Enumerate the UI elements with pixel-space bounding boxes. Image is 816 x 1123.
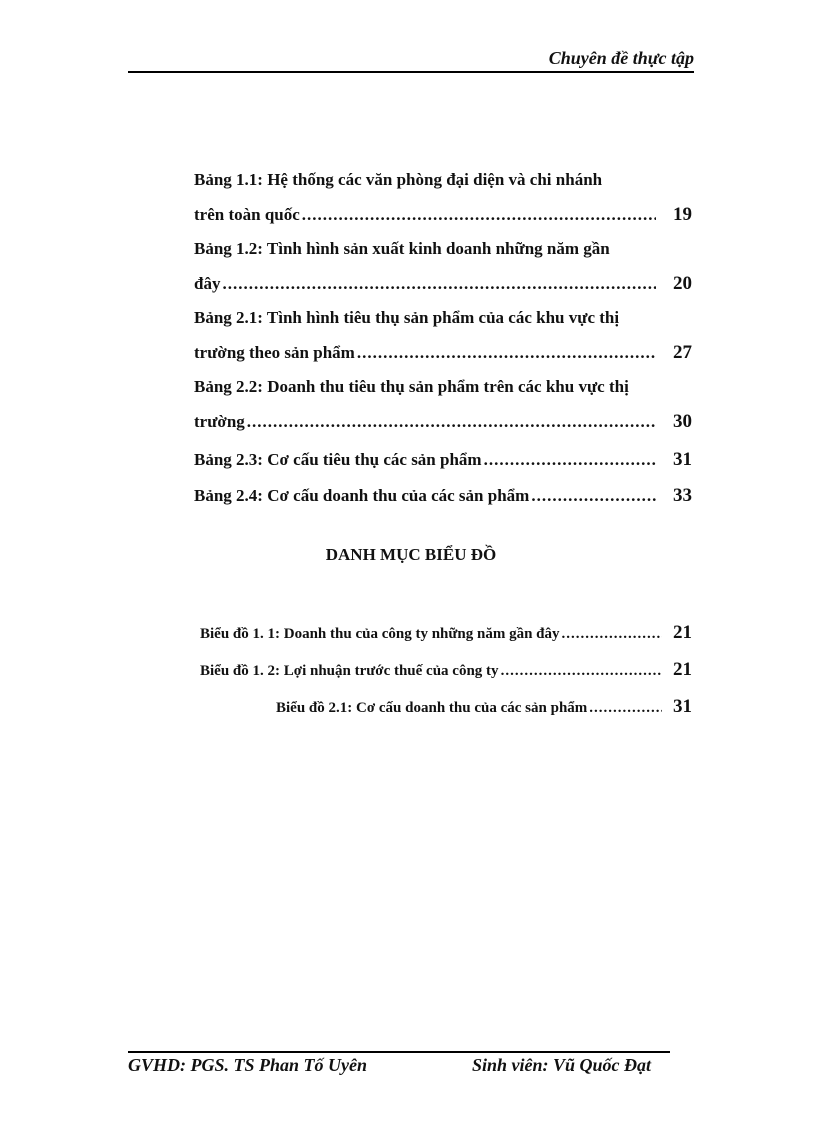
chart-entry — [200, 659, 692, 681]
toc-entry — [194, 273, 692, 295]
charts-list — [200, 622, 692, 732]
toc-entry-line1: Bảng 2.2: Doanh thu tiêu thụ sản phẩm trên các khu vực thị — [194, 377, 629, 396]
dot-leader — [560, 626, 662, 643]
toc-entry-page: 19 — [673, 204, 692, 225]
toc-entry-line1: Bảng 1.2: Tình hình sản xuất kinh doanh những năm gần — [194, 239, 610, 258]
toc-entry-page: 31 — [673, 449, 692, 470]
chart-entry-text: Biểu đồ 2.1: Cơ cấu doanh thu của các sản phẩm — [276, 700, 588, 716]
dot-leader — [587, 700, 662, 717]
chart-entry-text: Biểu đồ 1. 2: Lợi nhuận trước thuế của công ty — [200, 663, 499, 679]
dot-leader — [482, 450, 656, 470]
dot-leader — [245, 412, 656, 432]
charts-heading: DANH MỤC BIỂU ĐỒ — [325, 545, 497, 564]
footer-instructor: GVHD: PGS. TS Phan Tố Uyên — [128, 1055, 368, 1075]
dot-leader — [220, 274, 656, 294]
toc-entry-line1: Bảng 1.1: Hệ thống các văn phòng đại diện và chi nhánh — [194, 170, 603, 189]
toc-entry-text: đây — [194, 274, 221, 293]
header-rule — [128, 71, 694, 73]
chart-entry — [200, 622, 692, 644]
toc-entry — [194, 411, 692, 433]
dot-leader — [355, 343, 656, 363]
toc-entry-text: Bảng 2.3: Cơ cấu tiêu thụ các sản phẩm — [194, 450, 482, 469]
toc-entry — [194, 342, 692, 364]
toc-entry-page: 27 — [673, 342, 692, 363]
toc-entry-text: trên toàn quốc — [194, 205, 300, 224]
chart-entry-page: 21 — [673, 659, 692, 680]
toc-entry-page: 33 — [673, 485, 692, 506]
footer-student: Sinh viên: Vũ Quốc Đạt — [472, 1055, 652, 1075]
toc-entry — [194, 449, 692, 471]
toc-entry-page: 20 — [673, 273, 692, 294]
dot-leader — [499, 663, 662, 680]
toc-entry — [194, 204, 692, 226]
footer-rule — [128, 1051, 670, 1053]
header-title: Chuyên đề thực tập — [548, 48, 694, 68]
chart-entry-page: 31 — [673, 696, 692, 717]
toc-entry-page: 30 — [673, 411, 692, 432]
chart-entry — [276, 696, 692, 718]
toc-entry — [194, 485, 692, 507]
dot-leader — [300, 205, 656, 225]
toc-entry-text: trường — [194, 412, 245, 431]
toc-entry-line1: Bảng 2.1: Tình hình tiêu thụ sản phẩm của các khu vực thị — [194, 308, 620, 327]
dot-leader — [529, 486, 656, 506]
chart-entry-page: 21 — [673, 622, 692, 643]
chart-entry-text: Biểu đồ 1. 1: Doanh thu của công ty những năm gần đây — [200, 626, 560, 642]
toc-entry-text: trường theo sản phẩm — [194, 343, 355, 362]
tables-list — [194, 170, 692, 510]
toc-entry-text: Bảng 2.4: Cơ cấu doanh thu của các sản phẩm — [194, 486, 530, 505]
